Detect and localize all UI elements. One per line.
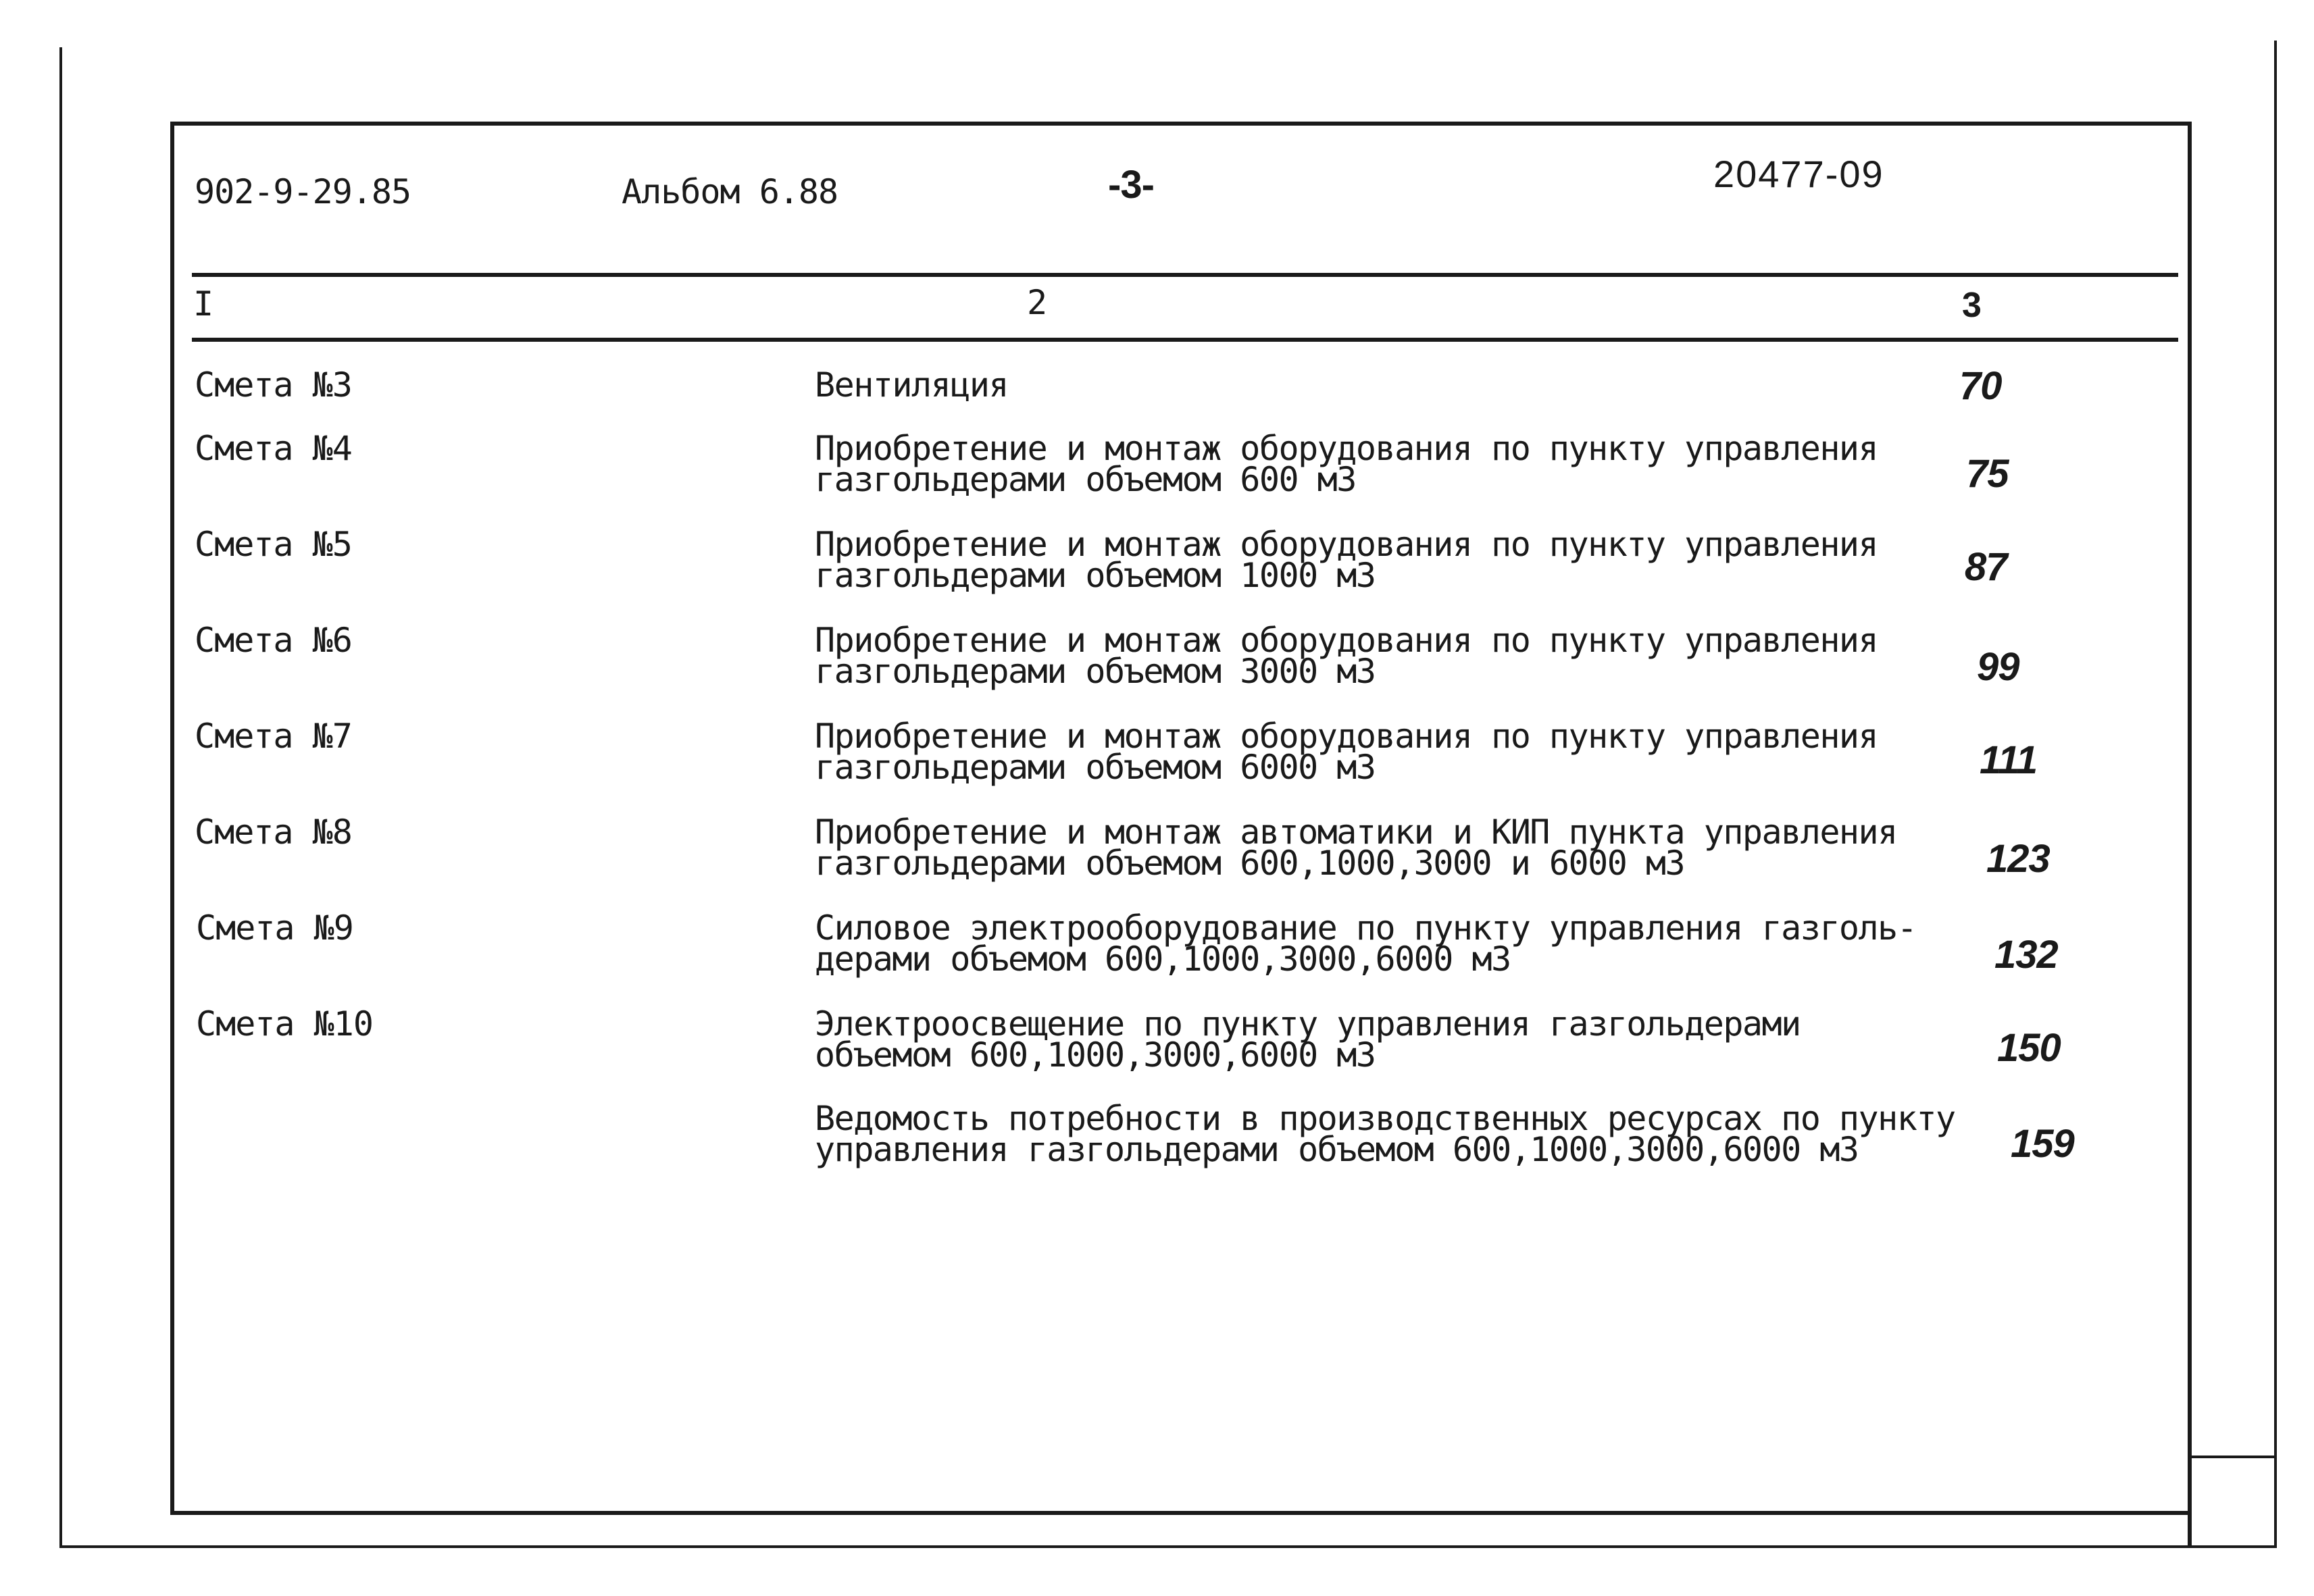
document-number: 20477-09 (1713, 153, 1884, 195)
estimate-description-line2: газгольдерами объемом 3000 м3 (815, 652, 1376, 691)
estimate-page: 111 (1980, 738, 2038, 782)
estimate-label: Смета №10 (196, 1004, 373, 1044)
estimate-page: 150 (1997, 1026, 2061, 1070)
estimate-page: 75 (1966, 452, 2009, 496)
estimate-description-line2: дерами объемом 600,1000,3000,6000 м3 (815, 939, 1511, 979)
estimate-page: 159 (2011, 1122, 2074, 1166)
document-code: 902-9-29.85 (195, 172, 411, 211)
estimate-description-line2: газгольдерами объемом 600,1000,3000 и 6000 м3 (815, 844, 1685, 883)
column-2-header: 2 (1027, 283, 1047, 322)
estimate-description-line2: управления газгольдерами объемом 600,1000,3000,6000 м3 (815, 1130, 1859, 1169)
estimate-page: 132 (1994, 933, 2058, 977)
estimate-label: Смета №8 (195, 813, 352, 852)
frame-top (170, 122, 2192, 126)
estimate-label: Смета №6 (195, 621, 352, 660)
stamp-box-top (2188, 1456, 2275, 1458)
album-label: Альбом 6.88 (622, 172, 838, 211)
column-3-header: 3 (1962, 286, 1981, 325)
estimate-page: 123 (1986, 837, 2050, 881)
estimate-description-line1: Приобретение и монтаж оборудования по пункту управления (815, 621, 1878, 660)
outer-bottom-border (59, 1545, 2277, 1548)
page-mark: -3- (1108, 163, 1154, 207)
outer-right-border (2274, 41, 2277, 1548)
estimate-description-line1: Вентиляция (815, 365, 1009, 405)
estimate-description-line2: газгольдерами объемом 6000 м3 (815, 748, 1376, 787)
outer-left-border (59, 47, 62, 1547)
estimate-description-line1: Электроосвещение по пункту управления газгольдерами (815, 1004, 1801, 1044)
frame-bottom (170, 1511, 2192, 1515)
estimate-description-line2: газгольдерами объемом 600 м3 (815, 460, 1356, 499)
estimate-label: Смета №9 (196, 908, 353, 948)
estimate-description-line2: объемом 600,1000,3000,6000 м3 (815, 1035, 1376, 1075)
estimate-label: Смета №4 (195, 429, 352, 468)
estimate-page: 87 (1965, 545, 2007, 589)
column-1-header: I (193, 284, 213, 324)
estimate-description-line1: Приобретение и монтаж автоматики и КИП пункта управления (815, 813, 1897, 852)
estimate-label: Смета №5 (195, 525, 352, 564)
estimate-description-line1: Ведомость потребности в производственных ресурсах по пункту (815, 1099, 1955, 1138)
column-header-bottom-rule (192, 338, 2178, 342)
estimate-description-line1: Приобретение и монтаж оборудования по пункту управления (815, 717, 1878, 756)
estimate-description-line1: Приобретение и монтаж оборудования по пункту управления (815, 429, 1878, 468)
frame-left (170, 122, 174, 1515)
estimate-description-line1: Силовое электрооборудование по пункту управления газголь- (815, 908, 1917, 948)
column-header-top-rule (192, 273, 2178, 277)
estimate-label: Смета №7 (195, 717, 352, 756)
estimate-page: 70 (1959, 364, 2002, 408)
estimate-description-line1: Приобретение и монтаж оборудования по пункту управления (815, 525, 1878, 564)
estimate-label: Смета №3 (195, 365, 352, 405)
estimate-page: 99 (1977, 645, 2019, 689)
frame-right (2188, 122, 2192, 1548)
estimate-description-line2: газгольдерами объемом 1000 м3 (815, 556, 1376, 595)
